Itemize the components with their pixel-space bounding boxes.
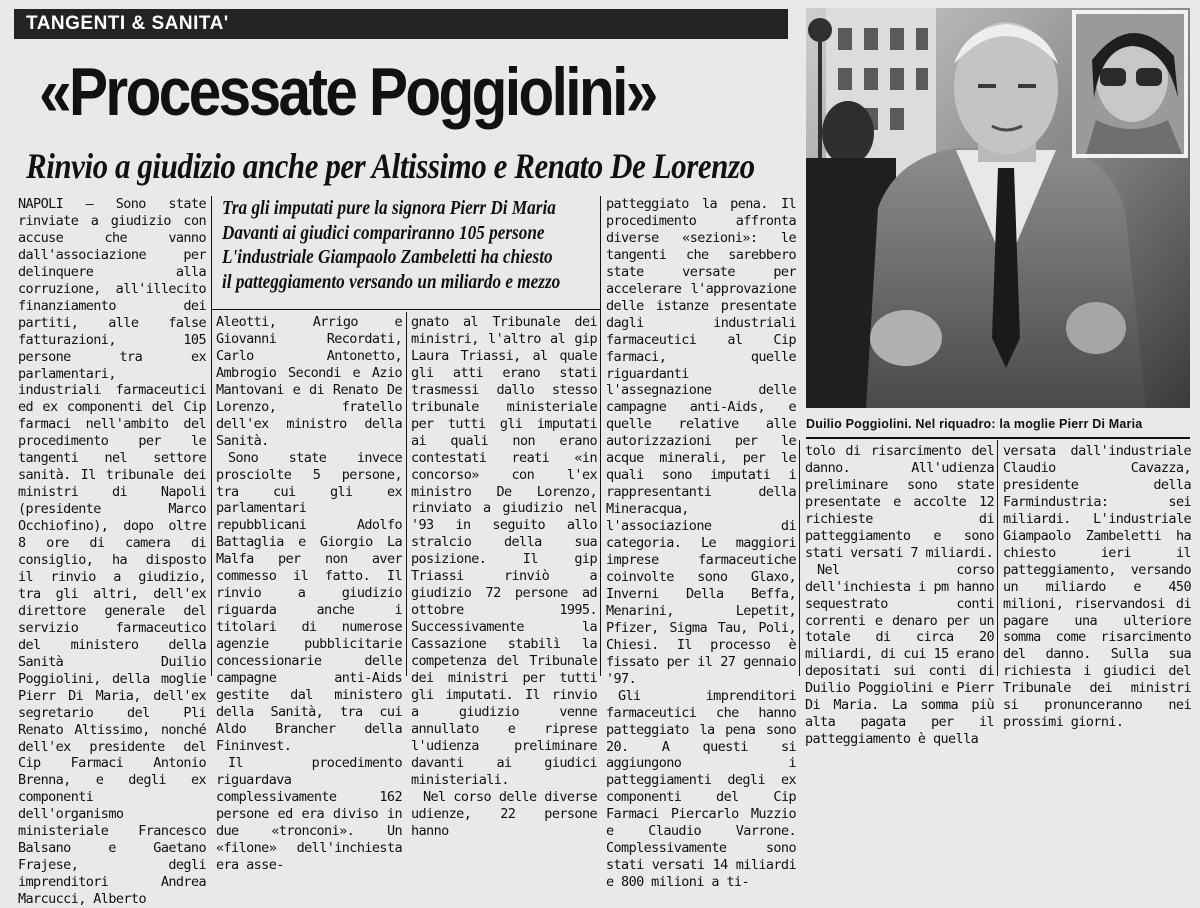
paragraph: versata dall'industriale Claudio Cavazza, presidente della Farmindustria: sei miliardi. L'industriale Giampaolo Zambeletti ha chiesto ieri il patteggiamento, versando un miliardo e 450 milioni, riservandosi di pagare una ulteriore somma come risarcimento del danno. Sulla sua richiesta i giudici del Tribunale dei ministri si pronunceranno nei prossimi giorni. xyxy=(1003,443,1191,731)
paragraph: gnato al Tribunale dei ministri, l'altro al gip Laura Triassi, al quale gli atti erano stati trasmessi dallo stesso tribunale ministeriale per tutti gli imputati ai quali non erano contestati reati «in concorso» con l'ex ministro De Lorenzo, rinviato a giudizio nel '93 in seguito allo stralcio della sua posizione. Il gip Triassi rinviò a giudizio 72 persone ad ottobre 1995. Successivamente la Cassazione stabilì la competenza del Tribunale dei ministri per tutti gli imputati. Il rinvio a giudizio venne annullato e riprese l'udienza preliminare davanti ai giudici ministeriali. xyxy=(411,314,597,788)
photo-caption-rule xyxy=(806,437,1190,439)
paragraph: NAPOLI — Sono state rinviate a giudizio con accuse che vanno dall'associazione per delinquere alla corruzione, all'illecito finanziamento dei partiti, alle false fatturazioni, 105 persone tra ex parlamentari, industriali farmaceutici ed ex componenti del Cip farmaci nell'ambito del procedimento per le tangenti nel settore sanità. Il tribunale dei ministri di Napoli (presidente Marco Occhiofino), dopo oltre 8 ore di camera di consiglio, ha disposto il rinvio a giudizio, tra gli altri, dell'ex direttore generale del servizio farmaceutico del ministero della Sanità Duilio Poggiolini, della moglie Pierr Di Maria, dell'ex segretario del Pli Renato Altissimo, nonché dell'ex presidente del Cip Farmaci Antonio Brenna, e degli ex componenti dell'organismo ministeriale Francesco Balsano e Gaetano Frajese, degli imprenditori Andrea Marcucci, Alberto xyxy=(18,196,206,908)
article-column-3 xyxy=(411,314,597,839)
paragraph: Aleotti, Arrigo e Giovanni Recordati, Carlo Antonetto, Ambrogio Secondi e Azio Mantovani e di Renato De Lorenzo, fratello dell'ex ministro della Sanità. xyxy=(216,314,402,449)
photo-caption: Duilio Poggiolini. Nel riquadro: la moglie Pierr Di Maria xyxy=(806,417,1143,431)
paragraph: Gli imprenditori farmaceutici che hanno patteggiato la pena sono 20. A questi si aggiungono i patteggiamenti degli ex componenti del Cip Farmaci Piercarlo Muzzio e Claudio Varrone. Complessivamente sono stati versati 14 miliardi e 800 milioni a ti- xyxy=(606,687,796,891)
article-column-2 xyxy=(216,314,402,873)
paragraph: Nel corso delle diverse udienze, 22 persone hanno xyxy=(411,788,597,839)
column-rule xyxy=(997,440,998,676)
paragraph: tolo di risarcimento del danno. All'udienza preliminare sono state presentate e accolte 12 richieste di patteggiamento e sono stati versati 7 miliardi. xyxy=(805,443,994,561)
article-column-5 xyxy=(805,443,994,748)
paragraph: Nel corso dell'inchiesta i pm hanno sequestrato conti correnti e denaro per un totale di circa 20 miliardi, di cui 15 erano depositati sui conti di Duilio Poggiolini e Pierr Di Maria. La somma più alta pagata per il patteggiamento è quella xyxy=(805,561,994,748)
article-column-6 xyxy=(1003,443,1191,731)
summary-line: Tra gli imputati pure la signora Pierr Di Maria xyxy=(222,197,556,219)
headline: «Processate Poggiolini» xyxy=(39,54,656,130)
subheadline: Rinvio a giudizio anche per Altissimo e Renato De Lorenzo xyxy=(26,146,755,186)
summary-line: il patteggiamento versando un miliardo e mezzo xyxy=(222,270,561,293)
article-summary xyxy=(222,196,602,306)
paragraph: patteggiato la pena. Il procedimento affronta diverse «sezioni»: le tangenti che sarebbero state versate per accelerare l'approvazione delle istanze presentate dagli industriali farmaceutici al Cip farmaci, quelle riguardanti l'assegnazione delle campagne anti-Aids, e quelle relative alle autorizzazioni per le acque minerali, per le quali sono imputati i rappresentanti della Mineracqua, l'associazione di categoria. Le maggiori imprese farmaceutiche coinvolte sono Glaxo, Inverni Della Beffa, Menarini, Lepetit, Pfizer, Sigma Tau, Poli, Chiesi. Il processo è fissato per il 27 gennaio '97. xyxy=(606,196,796,687)
paragraph: Sono state invece prosciolte 5 persone, tra cui gli ex parlamentari repubblicani Adolfo Battaglia e Giorgio La Malfa per non aver commesso il fatto. Il rinvio a giudizio riguarda anche i titolari di numerose agenzie pubblicitarie concessionarie delle campagne anti-Aids gestite dal ministero della Sanità, tra cui Aldo Brancher della Fininvest. xyxy=(216,449,402,754)
summary-line: L'industriale Giampaolo Zambeletti ha chiesto xyxy=(222,246,553,268)
summary-line: Davanti ai giudici compariranno 105 persone xyxy=(222,221,545,244)
news-photo xyxy=(806,8,1190,408)
article-column-4 xyxy=(606,196,796,891)
paragraph: Il procedimento riguardava complessivamente 162 persone ed era diviso in due «tronconi». Un «filone» dell'inchiesta era asse- xyxy=(216,754,402,873)
summary-rule xyxy=(212,309,600,310)
section-kicker: TANGENTI & SANITA' xyxy=(14,9,788,39)
column-rule xyxy=(406,312,407,676)
column-rule xyxy=(211,196,212,676)
article-column-1 xyxy=(18,196,206,908)
column-rule xyxy=(799,440,800,676)
